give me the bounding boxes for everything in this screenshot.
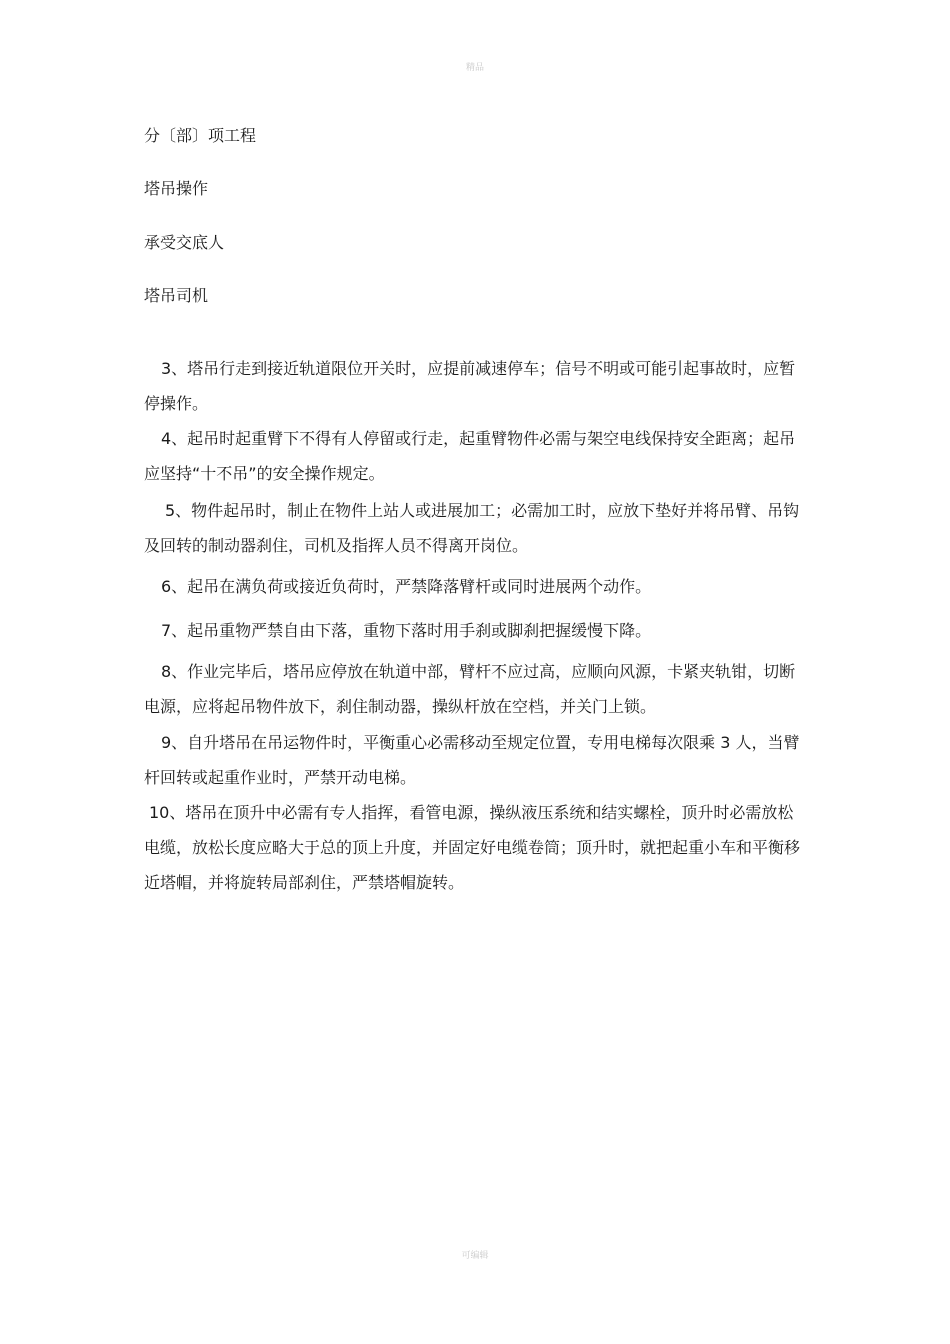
field-project-label: 分〔部〕项工程 [144,126,257,145]
clause-4: 4、起吊时起重臂下不得有人停留或行走，起重臂物件必需与架空电线保持安全距离；起吊应坚持“十不吊”的安全操作规定。 [144,429,796,483]
footer-watermark: 可编辑 [461,1251,489,1261]
field-recipient-label: 承受交底人 [144,233,225,252]
field-project-value: 塔吊操作 [144,179,209,198]
clause-3: 3、塔吊行走到接近轨道限位开关时，应提前减速停车；信号不明或可能引起事故时，应暂停操作。 [144,359,796,413]
field-recipient-value: 塔吊司机 [144,286,209,305]
header-watermark: 精品 [465,63,484,73]
clause-9: 9、自升塔吊在吊运物件时，平衡重心必需移动至规定位置，专用电梯每次限乘 3 人，当臂杆回转或起重作业时，严禁开动电梯。 [144,733,800,787]
clause-6: 6、起吊在满负荷或接近负荷时，严禁降落臂杆或同时进展两个动作。 [161,577,652,596]
clause-10: 10、塔吊在顶升中必需有专人指挥，看管电源，操纵液压系统和结实螺栓，顶升时必需放松电缆，放松长度应略大于总的顶上升度，并固定好电缆卷筒；顶升时，就把起重小车和平衡移近塔帽，并将旋转局部刹住，严禁塔帽旋转。 [144,803,801,892]
clause-5: 5、物件起吊时，制止在物件上站人或进展加工；必需加工时，应放下垫好并将吊臂、吊钩及回转的制动器刹住，司机及指挥人员不得离开岗位。 [144,501,800,555]
clause-8: 8、作业完毕后，塔吊应停放在轨道中部，臂杆不应过高，应顺向风源，卡紧夹轨钳，切断电源，应将起吊物件放下，刹住制动器，操纵杆放在空档，并关门上锁。 [144,662,796,716]
clause-7: 7、起吊重物严禁自由下落，重物下落时用手刹或脚刹把握缓慢下降。 [161,621,652,640]
